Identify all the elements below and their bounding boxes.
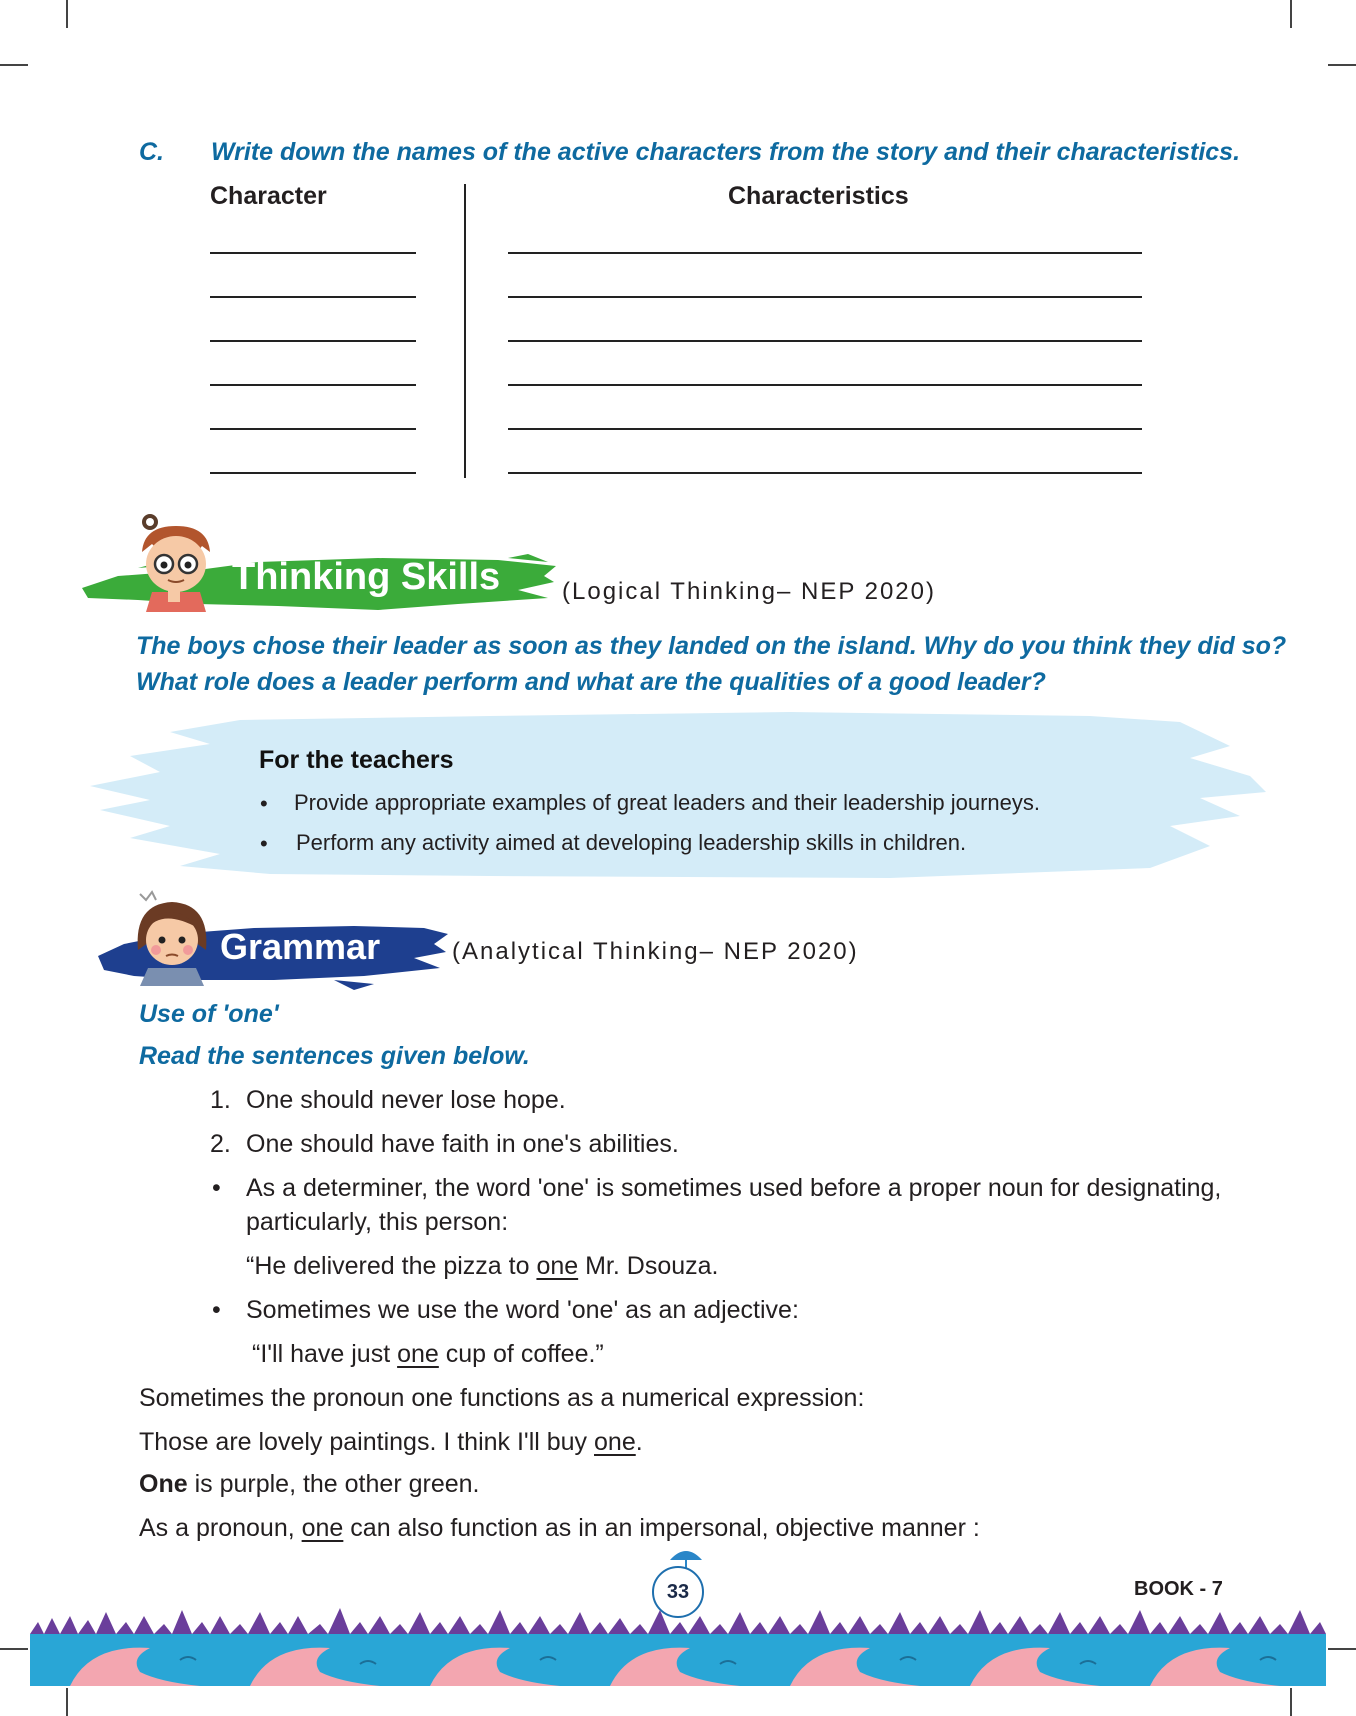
paragraph-text: . — [635, 1428, 643, 1456]
character-answer-line[interactable] — [210, 296, 416, 298]
characteristics-answer-line[interactable] — [508, 472, 1142, 474]
paragraph-numerical-expression: Sometimes the pronoun one functions as a numerical expression: — [139, 1384, 865, 1412]
example-text: Mr. Dsouza. — [578, 1252, 719, 1280]
characteristics-answer-line[interactable] — [508, 428, 1142, 430]
underlined-one: one — [301, 1514, 344, 1542]
crop-mark-top-right-v — [1290, 0, 1292, 28]
character-answer-line[interactable] — [210, 252, 416, 254]
crop-mark-top-left-h — [0, 64, 28, 66]
bullet-dot: • — [212, 1296, 221, 1324]
grammar-tag: (Analytical Thinking– NEP 2020) — [452, 938, 859, 965]
characteristics-answer-line[interactable] — [508, 340, 1142, 342]
paragraph-text: Those are lovely paintings. I think I'll buy — [139, 1428, 595, 1456]
thinking-question-line-2: What role does a leader perform and what are the qualities of a good leader? — [136, 668, 1046, 696]
teacher-item-bullet: • — [260, 791, 268, 816]
crop-mark-top-left-v — [66, 0, 68, 28]
section-c-question: Write down the names of the active characters from the story and their characteristics. — [211, 138, 1241, 166]
numbered-item-number: 2. — [210, 1130, 231, 1158]
character-answer-line[interactable] — [210, 428, 416, 430]
paragraph-text: can also function as in an impersonal, objective manner : — [343, 1514, 980, 1542]
thinking-question-line-1: The boys chose their leader as soon as they landed on the island. Why do you think they did so? — [136, 632, 1287, 660]
character-column-header: Character — [210, 182, 327, 210]
underlined-one: one — [397, 1340, 439, 1368]
adjective-bullet: Sometimes we use the word 'one' as an adjective: — [246, 1296, 799, 1324]
page-number-circle — [652, 1566, 704, 1618]
characteristics-answer-line[interactable] — [508, 252, 1142, 254]
paragraph-text: As a pronoun, — [139, 1514, 302, 1542]
determiner-bullet-line-1: As a determiner, the word 'one' is sometimes used before a proper noun for designating, — [246, 1174, 1222, 1202]
characteristics-answer-line[interactable] — [508, 384, 1142, 386]
grammar-subheading-read: Read the sentences given below. — [139, 1042, 530, 1070]
crop-mark-bottom-right-v — [1290, 1688, 1292, 1716]
example-text: “He delivered the pizza to — [246, 1252, 537, 1280]
characteristics-answer-line[interactable] — [508, 296, 1142, 298]
example-sentence-coffee — [252, 1340, 604, 1369]
thinking-skills-tag: (Logical Thinking– NEP 2020) — [562, 578, 936, 605]
character-answer-line[interactable] — [210, 472, 416, 474]
book-label: BOOK - 7 — [1134, 1578, 1223, 1600]
teacher-item: Perform any activity aimed at developing leadership skills in children. — [296, 830, 967, 855]
teacher-item: Provide appropriate examples of great leaders and their leadership journeys. — [294, 790, 1040, 815]
paragraph-impersonal — [139, 1514, 980, 1543]
table-divider — [464, 184, 466, 478]
determiner-bullet-line-2: particularly, this person: — [246, 1208, 509, 1236]
paragraph-purple — [139, 1470, 479, 1499]
paragraph-text: is purple, the other green. — [187, 1470, 480, 1498]
teacher-item-bullet: • — [260, 831, 268, 856]
example-sentence-pizza — [246, 1252, 718, 1281]
characteristics-column-header: Characteristics — [728, 182, 909, 210]
example-text: cup of coffee.” — [438, 1340, 604, 1368]
underlined-one: one — [594, 1428, 636, 1456]
crop-mark-bottom-left-v — [66, 1688, 68, 1716]
bold-one: One — [139, 1470, 188, 1498]
thinking-skills-title: Thinking Skills — [232, 556, 501, 598]
bullet-dot: • — [212, 1174, 221, 1202]
character-answer-line[interactable] — [210, 340, 416, 342]
underlined-one: one — [536, 1252, 579, 1280]
numbered-item-number: 1. — [210, 1086, 231, 1114]
section-c-letter: C. — [139, 138, 164, 166]
numbered-item-text: One should never lose hope. — [246, 1086, 566, 1114]
boy-character-icon — [132, 512, 222, 612]
character-answer-line[interactable] — [210, 384, 416, 386]
example-text: “I'll have just — [252, 1340, 398, 1368]
girl-character-icon — [132, 890, 212, 986]
crop-mark-bottom-right-h — [1328, 1648, 1356, 1650]
crop-mark-top-right-h — [1328, 64, 1356, 66]
grammar-title: Grammar — [220, 926, 381, 967]
grammar-subheading-use-of-one: Use of 'one' — [139, 1000, 279, 1028]
teachers-heading: For the teachers — [259, 746, 454, 774]
paragraph-paintings — [139, 1428, 643, 1457]
page-number: 33 — [666, 1581, 690, 1603]
crop-mark-bottom-left-h — [0, 1648, 28, 1650]
numbered-item-text: One should have faith in one's abilities. — [246, 1130, 679, 1158]
